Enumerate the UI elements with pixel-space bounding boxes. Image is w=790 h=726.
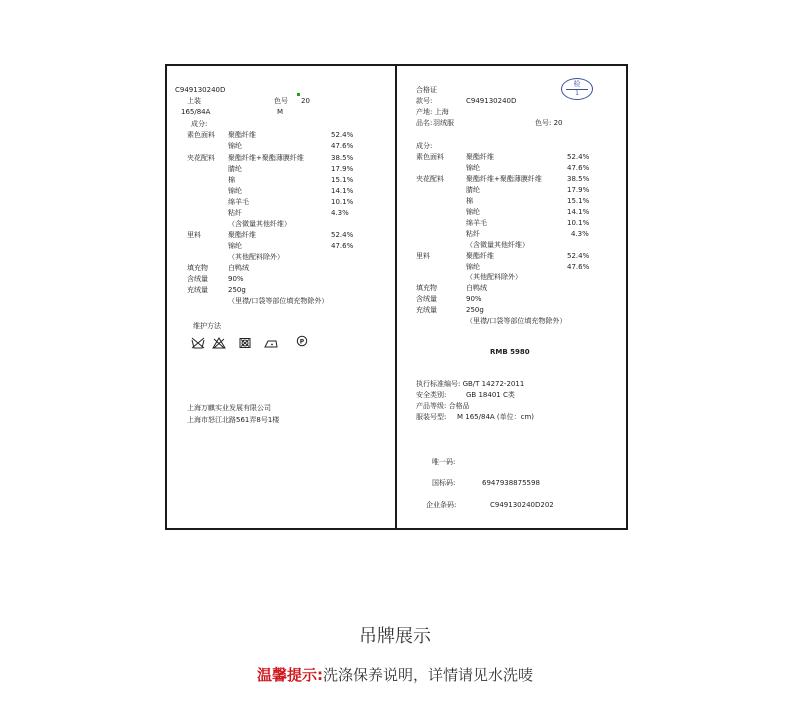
right-composition-label: 成分: <box>416 142 433 150</box>
right-filling-label: 填充物 <box>416 284 437 292</box>
left-section-lining: 里料 <box>187 231 201 239</box>
right-pct: 4.3% <box>571 230 589 238</box>
left-note-excl-trim: （其他配料除外） <box>228 253 284 261</box>
care-label: 维护方法 <box>193 322 221 330</box>
do-not-bleach-icon <box>212 337 226 349</box>
right-style-value: C949130240D <box>466 97 517 105</box>
left-note-other-fiber: （含微量其他纤维） <box>228 220 291 228</box>
inspection-stamp <box>561 78 593 100</box>
tip-text: 洗涤保养说明，详情请见水洗唛 <box>322 666 533 684</box>
dry-clean-p-icon <box>295 335 309 347</box>
right-fiber: 聚酯纤维 <box>466 153 494 161</box>
green-mark <box>297 93 300 96</box>
left-pct: 4.3% <box>331 209 349 217</box>
right-fiber: 锦纶 <box>466 164 480 172</box>
unique-code-label: 唯一码: <box>432 458 456 466</box>
intl-code-label: 国标码: <box>432 479 456 487</box>
left-pct: 47.6% <box>331 142 354 150</box>
right-pct: 15.1% <box>567 197 590 205</box>
size-value: M 165/84A (单位：cm) <box>457 413 535 421</box>
standard: 执行标准编号: GB/T 14272-2011 <box>416 380 525 388</box>
left-fiber: 聚酯纤维 <box>228 131 256 139</box>
right-note-excl-trim: （其他配料除外） <box>466 273 522 281</box>
right-fiber: 锦纶 <box>466 208 480 216</box>
right-fill-weight-label: 充绒量 <box>416 306 437 314</box>
left-pct: 15.1% <box>331 176 354 184</box>
right-color: 色号: 20 <box>535 119 563 127</box>
do-not-tumble-dry-icon <box>238 337 252 349</box>
warm-tip <box>0 664 790 685</box>
right-section-lining: 里料 <box>416 252 430 260</box>
left-fiber: 锦纶 <box>228 187 242 195</box>
right-pct: 14.1% <box>567 208 590 216</box>
left-fiber: 锦纶 <box>228 142 242 150</box>
right-note-other-fiber: （含微量其他纤维） <box>466 241 529 249</box>
right-fill-weight-value: 250g <box>466 306 484 314</box>
tip-label: 温馨提示: <box>256 666 323 684</box>
right-pct: 10.1% <box>567 219 590 227</box>
left-filling-value: 白鸭绒 <box>228 264 249 272</box>
right-style-label: 款号: <box>416 97 433 105</box>
tag-divider <box>395 66 397 528</box>
left-pct: 14.1% <box>331 187 354 195</box>
price: RMB 5980 <box>490 348 530 356</box>
size-label: 服装号型: <box>416 413 447 421</box>
right-pct: 17.9% <box>567 186 590 194</box>
right-product-label: 品名: <box>416 119 433 127</box>
left-pct: 52.4% <box>331 131 354 139</box>
left-down-label: 含绒量 <box>187 275 208 283</box>
right-origin: 产地: 上海 <box>416 108 449 116</box>
safety-label: 安全类别: <box>416 391 447 399</box>
right-fiber: 棉 <box>466 197 473 205</box>
right-section-solid: 素色面料 <box>416 153 444 161</box>
left-fiber: 聚酯纤维+聚酯薄膜纤维 <box>228 154 304 162</box>
right-pct: 52.4% <box>567 153 590 161</box>
right-filling-value: 白鸭绒 <box>466 284 487 292</box>
grade: 产品等级: 合格品 <box>416 402 470 410</box>
left-pct: 38.5% <box>331 154 354 162</box>
corp-code-label: 企业条码: <box>426 501 457 509</box>
hang-tag-frame <box>165 64 628 530</box>
right-fill-note: （里襟/口袋等部位填充物除外） <box>466 317 567 325</box>
left-fill-note: （里襟/口袋等部位填充物除外） <box>228 297 329 305</box>
svg-text:P: P <box>299 338 305 346</box>
left-color-value: 20 <box>301 97 310 105</box>
left-down-value: 90% <box>228 275 244 283</box>
safety-value: GB 18401 C类 <box>466 391 515 399</box>
left-filling-label: 填充物 <box>187 264 208 272</box>
right-down-label: 含绒量 <box>416 295 437 303</box>
right-fiber: 锦纶 <box>466 263 480 271</box>
right-pct: 47.6% <box>567 164 590 172</box>
company-name: 上海万麒实业发展有限公司 <box>187 404 271 412</box>
left-fill-weight-value: 250g <box>228 286 246 294</box>
left-fiber: 锦纶 <box>228 242 242 250</box>
right-product-value: 羽绒服 <box>433 119 454 127</box>
left-code: C949130240D <box>175 86 226 94</box>
left-fiber: 聚酯纤维 <box>228 231 256 239</box>
left-size-letter: M <box>277 108 284 116</box>
iron-low-icon <box>264 337 278 349</box>
right-fiber: 粘纤 <box>466 230 480 238</box>
do-not-wash-icon <box>191 337 205 349</box>
right-pct: 52.4% <box>567 252 590 260</box>
left-fill-weight-label: 充绒量 <box>187 286 208 294</box>
right-title: 合格证 <box>416 86 437 94</box>
intl-code-value: 6947938875598 <box>482 479 540 487</box>
left-color-label: 色号 <box>274 97 288 105</box>
left-pct: 17.9% <box>331 165 354 173</box>
left-category: 上装 <box>187 97 201 105</box>
left-fiber: 腈纶 <box>228 165 242 173</box>
right-pct: 47.6% <box>567 263 590 271</box>
right-section-flower: 夹花配料 <box>416 175 444 183</box>
left-pct: 47.6% <box>331 242 354 250</box>
left-fiber: 粘纤 <box>228 209 242 217</box>
right-fiber: 聚酯纤维 <box>466 252 494 260</box>
right-pct: 38.5% <box>567 175 590 183</box>
right-fiber: 绵羊毛 <box>466 219 487 227</box>
corp-code-value: C949130240D202 <box>490 501 554 509</box>
left-section-solid: 素色面料 <box>187 131 215 139</box>
right-fiber: 腈纶 <box>466 186 480 194</box>
left-pct: 52.4% <box>331 231 354 239</box>
left-section-flower: 夹花配料 <box>187 154 215 162</box>
left-fiber: 棉 <box>228 176 235 184</box>
company-address: 上海市怒江北路561弄8号1楼 <box>187 416 280 424</box>
stamp-bottom: 1 <box>566 89 588 97</box>
left-pct: 10.1% <box>331 198 354 206</box>
stamp-top: 检 <box>573 80 581 88</box>
page-caption: 吊牌展示 <box>359 626 431 647</box>
left-composition-label: 成分: <box>191 120 208 128</box>
right-down-value: 90% <box>466 295 482 303</box>
right-fiber: 聚酯纤维+聚酯薄膜纤维 <box>466 175 542 183</box>
left-size: 165/84A <box>181 108 211 116</box>
left-fiber: 绵羊毛 <box>228 198 249 206</box>
